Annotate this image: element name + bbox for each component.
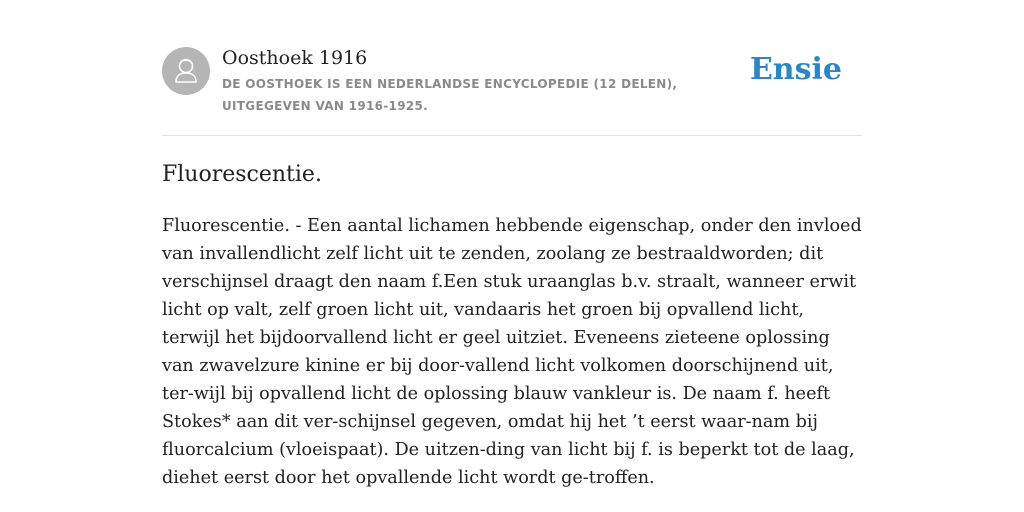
entry-title: Fluorescentie.	[162, 162, 322, 187]
header-divider	[162, 135, 862, 136]
entry-body: Fluorescentie. - Een aantal lichamen hebbende eigenschap, onder den invloed van invallendlicht zelf licht uit te zenden, zoolang ze bestraaldworden; dit verschijnsel draagt den naam f.Een stuk uraanglas b.v. straalt, wanneer erwit licht op valt, zelf groen licht uit, vandaaris het groen bij opvallend licht, terwijl het bijdoorvallend licht er geel uitziet. Eveneens zieteene oplossing van zwavelzure kinine er bij door-vallend licht volkomen doorschijnend uit, ter-wijl bij opvallend licht de oplossing blauw vankleur is. De naam f. heeft Stokes* aan dit ver-schijnsel gegeven, omdat hij het ’t eerst waar-nam bij fluorcalcium (vloeispaat). De uitzen-ding van licht bij f. is beperkt tot de laag, diehet eerst door het opvallende licht wordt ge-troffen.	[162, 216, 862, 488]
source-header	[162, 46, 862, 136]
source-description: DE OOSTHOEK IS EEN NEDERLANDSE ENCYCLOPEDIE (12 DELEN), UITGEGEVEN VAN 1916-1925.	[222, 77, 678, 113]
user-silhouette-icon	[162, 47, 210, 95]
source-title[interactable]: Oosthoek 1916	[222, 47, 368, 69]
ensie-logo[interactable]: Ensie	[749, 52, 842, 87]
user-avatar-icon[interactable]	[162, 47, 210, 95]
